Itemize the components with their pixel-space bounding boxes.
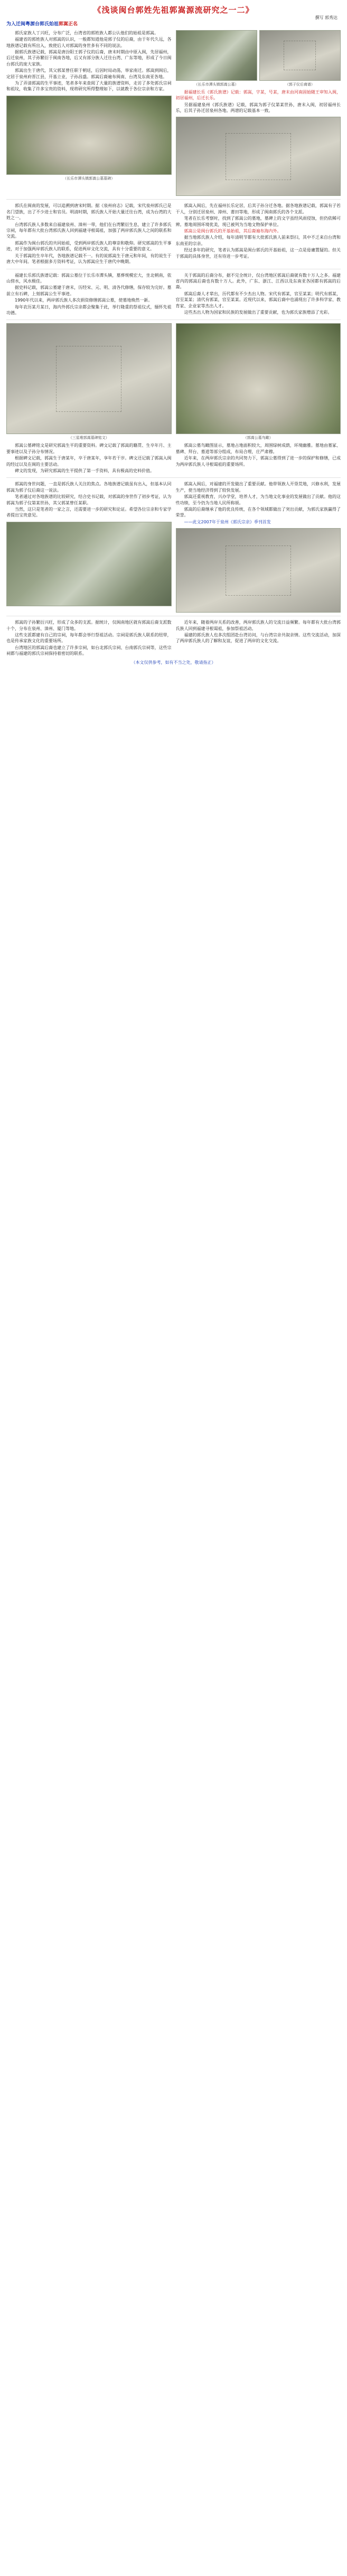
paragraph: 郭嵩还重视教育，兴办学堂，培养人才，为当地文化事业的发展做出了贡献。他的这些功绩，至今仍为当地人民所称颂。 bbox=[175, 494, 341, 505]
section-1-right bbox=[176, 30, 341, 196]
paragraph: 郭嵩作为闽台郭氏的共同始祖，受到两岸郭氏族人的尊崇和敬仰。研究郭嵩的生平事迹，对于加强两岸郭氏族人的联系，促进两岸文化交流，具有十分重要的意义。 bbox=[6, 240, 172, 252]
paragraph: 郭嵩后裔人才辈出，历代都有不少杰出人物。宋代有郭某，官至某某；明代有郭某，官至某某；清代有郭某，官至某某。近现代以来，郭嵩后裔中也涌现出了许多科学家、教育家、企业家等杰出人才。 bbox=[175, 291, 341, 308]
section-4-right bbox=[176, 323, 341, 474]
page-title: 《浅谈闽台郭姓先祖郭嵩源流研究之一二》 bbox=[93, 5, 254, 15]
section-6-left bbox=[6, 619, 172, 657]
paragraph: 福建的郭氏族人也多次组团赴台湾访问，与台湾宗亲共叙亲情。这些交流活动，加深了两岸郭氏族人的了解和友谊，促进了两岸的文化交流。 bbox=[175, 633, 341, 644]
paragraph: 据当地郭氏族人介绍，每年清明节都有大批郭氏族人前来祭扫，其中不乏来自台湾和东南亚的宗亲。 bbox=[175, 235, 341, 246]
section-2 bbox=[6, 203, 341, 265]
paragraph: 福建长乐郭氏族谱记载：郭嵩公墓位于长乐市潭头镇，墓葬规模宏大，坐北朝南，依山傍水，风水极佳。 bbox=[6, 272, 172, 284]
divider bbox=[6, 319, 341, 320]
paragraph: 据史料记载，郭嵩公墓建于唐末，历经宋、元、明、清各代修缮，保存较为完好。墓前立有石碑，上刻郭嵩公生平事迹。 bbox=[6, 285, 172, 296]
paragraph: 关于郭嵩的后裔分布，据不完全统计，仅台湾地区郭嵩后裔就有数十万人之多。福建省内的郭嵩后裔也有数十万人。此外，广东、浙江、江西以及东南亚各国都有郭嵩的后裔。 bbox=[175, 272, 341, 290]
photo-cell bbox=[176, 30, 257, 89]
section-1 bbox=[6, 30, 341, 196]
paragraph: 经过多年的研究，笔者认为郭嵩是闽台郭氏的开基始祖，这一点是毋庸置疑的。但关于郭嵩的具体身世，还有待进一步考证。 bbox=[175, 248, 341, 259]
paragraph: 郭嵩的子孙繁衍兴旺，形成了众多的支派。据统计，仅闽南地区就有郭嵩后裔支派数十个，分布在泉州、漳州、厦门等地。 bbox=[6, 620, 172, 631]
paragraph: 郭嵩公墓碑铭文是研究郭嵩生平的重要资料。碑文记载了郭嵩的籍贯、生卒年月、主要事迹以及子孙分布情况。 bbox=[6, 443, 172, 454]
divider bbox=[6, 199, 341, 200]
photo-caption: （长乐市潭头镇郭嵩公墓） bbox=[194, 82, 239, 87]
section-1-left bbox=[6, 30, 172, 196]
paragraph: 笔者通过对各地族谱的比较研究，结合史书记载，对郭嵩的身世作了初步考证，认为郭嵩为郭子仪第某世孙，其父郭某曾任某职。 bbox=[6, 494, 172, 505]
paragraph: 郭氏家族人丁兴旺，分布广泛，台湾省的郭姓族人都公认他们的始祖是郭嵩。 bbox=[15, 30, 158, 35]
subtitle-lead: 为入迁闽粤源台郭氏始祖 bbox=[6, 22, 59, 27]
source-note: ——此文2007年于泉州《郭氏宗亲》季刊首发 bbox=[184, 519, 271, 524]
section-5 bbox=[6, 481, 341, 613]
section-2-right bbox=[176, 203, 341, 265]
genealogy-photo bbox=[259, 30, 341, 81]
photo-caption: （三星堆郭嵩墓碑铭文） bbox=[68, 436, 109, 440]
bottom-note: （本文仅供参考，如有不当之处，敬请指正） bbox=[131, 660, 216, 665]
tomb-photo bbox=[6, 96, 172, 175]
subtitle bbox=[6, 22, 341, 27]
paragraph: 台湾地区的郭嵩后裔也建立了许多宗祠，如台北郭氏宗祠、台南郭氏宗祠等，这些宗祠都与福建的郭氏宗祠保持着密切的联系。 bbox=[6, 645, 172, 656]
section-4-left bbox=[6, 323, 172, 474]
section-5-right bbox=[176, 481, 341, 613]
highlight-line: 郭嵩公是闽台郭氏的开基始祖，其后裔遍布海内外。 bbox=[184, 229, 282, 234]
section-3 bbox=[6, 272, 341, 317]
paragraph: 据郭氏族谱记载，郭嵩是唐汾阳王郭子仪的后裔，唐末时期由中原入闽，先居福州，后迁泉州，其子孙繁衍于闽南各地，后又有部分族人迁往台湾、广东等地，形成了今日闽台郭氏的庞大家族。 bbox=[6, 50, 172, 67]
subtitle-highlight: 郭嵩正名 bbox=[59, 22, 78, 27]
photo-caption: （长乐市潭头镇郭嵩公墓墓碑） bbox=[63, 176, 115, 181]
paragraph: 近年来，随着两岸关系的改善，两岸郭氏族人的交流日益频繁。每年都有大批台湾郭氏族人回到福建寻根谒祖，参加祭祖活动。 bbox=[175, 620, 341, 631]
photo-caption: （郭嵩公墓鸟瞰） bbox=[243, 436, 273, 440]
inscription-photo bbox=[6, 323, 172, 434]
photo-row bbox=[176, 30, 341, 89]
landscape-photo bbox=[6, 522, 172, 606]
aerial-photo bbox=[176, 323, 341, 434]
stele-photo bbox=[176, 528, 341, 613]
paragraph: 关于郭嵩的生卒年代，各地族谱记载不一。有的说郭嵩生于唐元和年间，有的说生于唐大中年间。笔者根据多方资料考证，认为郭嵩应生于唐代中晚期。 bbox=[6, 253, 172, 265]
stele-photo bbox=[176, 117, 341, 196]
paragraph: 福建省的郭姓族人对郭嵩的认识，一般都知道他是郭子仪的后裔，由于年代久远，各地族谱记载有所出入，致使后人对郭嵩的身世多有不同的说法。 bbox=[6, 37, 172, 48]
paragraph: 这些杰出人物为国家和民族的发展做出了重要贡献，也为郭氏家族增添了光彩。 bbox=[184, 309, 332, 315]
section-2-left bbox=[6, 203, 172, 265]
paragraph: 郭嵩的后裔继承了他的优良传统，在各个领域都做出了突出贡献，为郭氏家族赢得了荣誉。 bbox=[175, 507, 341, 518]
inscription-mark bbox=[56, 346, 121, 412]
paragraph: 每年农历某月某日，海内外郭氏宗亲都会聚集于此，举行隆重的祭祖仪式，缅怀先祖功德。 bbox=[6, 304, 172, 315]
section-6-right bbox=[176, 619, 341, 657]
paragraph: 郭嵩入闽后，先在福州长乐定居，后其子孙分迁各地。据各地族谱记载，郭嵩有子若干人，分别迁居泉州、漳州、莆田等地，形成了闽南郭氏的各个支派。 bbox=[175, 203, 341, 214]
inscription-mark bbox=[226, 133, 291, 180]
photo-cell bbox=[259, 30, 341, 89]
section-3-right bbox=[176, 272, 341, 317]
paragraph: 台湾郭氏族人多数来自福建泉州、漳州一带，他们在台湾繁衍生息，建立了许多郭氏宗祠，每年都有大批台湾郭氏族人回到福建寻根谒祖，加强了两岸郭氏族人之间的联系和交流。 bbox=[6, 222, 172, 239]
section-3-left bbox=[6, 272, 172, 317]
paragraph: 碑文的发现，为研究郭嵩的生平提供了第一手资料，具有极高的史料价值。 bbox=[15, 468, 154, 473]
paragraph: 为了弄清郭嵩的生平事迹，笔者多年来查阅了大量的族谱资料，走访了多处郭氏宗祠和祖坟，收集了许多宝贵的资料，现将研究所得整理如下，以就教于各位宗亲和方家。 bbox=[6, 81, 172, 92]
paragraph: 根据碑文记载，郭嵩生于唐某年，卒于唐某年，享年若干岁。碑文还记载了郭嵩入闽的经过以及在闽的主要活动。 bbox=[6, 456, 172, 467]
photo-caption: （郭子仪后裔谱） bbox=[285, 82, 315, 87]
paragraph: 据福建长乐《郭氏族谱》记载：郭嵩，字某，号某，唐末由河南固始随王审知入闽，初居福州，后迁长乐。 bbox=[175, 89, 341, 101]
paragraph: 郭嵩公墓鸟瞰图显示，墓地占地面积较大，周围绿树成荫，环境幽雅。墓地由墓冢、墓碑、拜台、墓道等部分组成，布局合理，庄严肃穆。 bbox=[175, 443, 341, 454]
paragraph: 近年来，在两岸郭氏宗亲的共同努力下，郭嵩公墓得到了进一步的保护和修缮，已成为两岸郭氏族人寻根谒祖的重要场所。 bbox=[175, 456, 341, 467]
paragraph: 郭嵩的身世问题，一直是郭氏族人关注的焦点。各地族谱记载虽有出入，但基本认同郭嵩为郭子仪后裔这一说法。 bbox=[6, 482, 172, 493]
tomb-landscape-photo bbox=[176, 30, 257, 81]
paragraph: 郭嵩入闽后，对福建的开发做出了重要贡献。他带领族人开垦荒地，兴修水利，发展生产，使当地经济得到了较快发展。 bbox=[175, 482, 341, 493]
paragraph: 另据福建泉州《郭氏族谱》记载，郭嵩为郭子仪第某世孙，唐末入闽，初居福州长乐，后其子孙迁居泉州各地。两谱的记载基本一致。 bbox=[175, 102, 341, 114]
paragraph: 郭嵩出生于唐代，其父郭某曾任职于朝廷，后因时局动荡，举家南迁。郭嵩到闽后，定居于泉州府晋江县，开基立业，子孙昌盛。郭嵩后裔遍布闽南、台湾及东南亚各地。 bbox=[6, 68, 172, 79]
divider bbox=[6, 477, 341, 478]
section-6 bbox=[6, 619, 341, 657]
section-4 bbox=[6, 323, 341, 474]
paragraph: 郭氏在闽南的发展，可以追溯到唐宋时期。据《泉州府志》记载，宋代泉州郭氏已是名门望族，出了不少进士和官员。明清时期，郭氏族人开始大量迁往台湾，成为台湾的大姓之一。 bbox=[6, 203, 172, 221]
section-5-left bbox=[6, 481, 172, 613]
paragraph: 当然，这只是笔者的一家之言，还需要进一步的研究和论证。希望各位宗亲和专家学者提出宝贵意见。 bbox=[6, 507, 172, 518]
paragraph: 1990年代以来，两岸郭氏族人多次捐资修缮郭嵩公墓，使墓地焕然一新。 bbox=[15, 298, 153, 303]
paragraph: 这些支派都建有自己的宗祠，每年都会举行祭祖活动。宗祠是郭氏族人联系的纽带，也是传承家族文化的重要场所。 bbox=[6, 633, 172, 644]
inscription-mark bbox=[226, 546, 291, 596]
inscription-mark bbox=[284, 41, 316, 70]
paragraph: 笔者在长乐考察时，找到了郭嵩公的墓地，墓碑上的文字虽经风雨侵蚀，但仍依稀可辨。墓地周围环境优美，现已被列为当地文物保护单位。 bbox=[175, 216, 341, 227]
author-line: 撰写 郭秀达 bbox=[315, 15, 337, 20]
